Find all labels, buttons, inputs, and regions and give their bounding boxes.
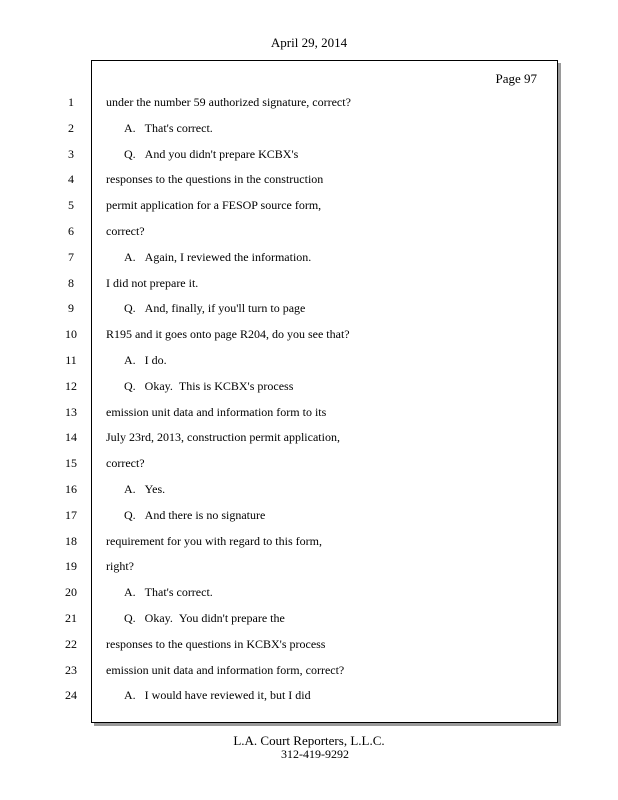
line-number: 14	[65, 430, 77, 445]
line-text: emission unit data and information form, correct?	[106, 662, 345, 677]
line-number: 23	[65, 662, 77, 677]
line-text: Q. Okay. You didn't prepare the	[106, 611, 285, 625]
line-number: 12	[65, 378, 77, 393]
line-text: R195 and it goes onto page R204, do you see that?	[106, 327, 350, 342]
line-number: 13	[65, 404, 77, 419]
line-number: 24	[65, 688, 77, 703]
line-number: 17	[65, 507, 77, 522]
line-number: 3	[68, 146, 74, 161]
line-number: 8	[68, 275, 74, 290]
line-number: 15	[65, 456, 77, 471]
line-text: A. I do.	[106, 353, 167, 367]
line-number: 6	[68, 224, 74, 238]
line-number: 20	[65, 585, 77, 600]
line-text: responses to the questions in KCBX's process	[106, 636, 326, 651]
line-text: Q. And you didn't prepare KCBX's	[106, 146, 299, 161]
line-number: 9	[68, 301, 74, 316]
line-number: 11	[65, 353, 77, 367]
line-text: Q. And, finally, if you'll turn to page	[106, 301, 306, 316]
line-number: 1	[68, 95, 74, 109]
footer-phone: 312-419-9292	[281, 747, 349, 761]
line-number: 5	[68, 198, 74, 213]
line-text: A. Yes.	[106, 482, 166, 496]
line-number: 2	[68, 120, 74, 135]
line-text: correct?	[106, 224, 145, 238]
line-text: right?	[106, 559, 134, 574]
line-text: permit application for a FESOP source form,	[106, 198, 322, 213]
line-number: 16	[65, 482, 77, 496]
line-text: emission unit data and information form to its	[106, 404, 327, 419]
footer-company: L.A. Court Reporters, L.L.C.	[233, 733, 385, 748]
line-text: A. I would have reviewed it, but I did	[106, 688, 311, 703]
line-text: July 23rd, 2013, construction permit application,	[106, 430, 340, 445]
line-text: A. Again, I reviewed the information.	[106, 249, 312, 264]
line-text: correct?	[106, 456, 145, 471]
line-number: 4	[68, 172, 74, 187]
line-number: 7	[68, 249, 74, 264]
line-number: 21	[65, 611, 77, 625]
transcript-date: April 29, 2014	[270, 35, 348, 50]
line-number: 22	[65, 636, 77, 651]
line-number: 10	[65, 327, 77, 342]
line-number: 18	[65, 533, 77, 548]
page-number: Page 97	[495, 71, 537, 86]
line-number: 19	[65, 559, 77, 574]
line-text: under the number 59 authorized signature, correct?	[106, 95, 351, 109]
line-text: Q. And there is no signature	[106, 507, 266, 522]
line-text: Q. Okay. This is KCBX's process	[106, 378, 294, 393]
line-text: A. That's correct.	[106, 585, 213, 600]
line-text: A. That's correct.	[106, 120, 213, 135]
line-text: responses to the questions in the construction	[106, 172, 324, 187]
line-text: I did not prepare it.	[106, 275, 199, 290]
line-text: requirement for you with regard to this form,	[106, 533, 322, 548]
